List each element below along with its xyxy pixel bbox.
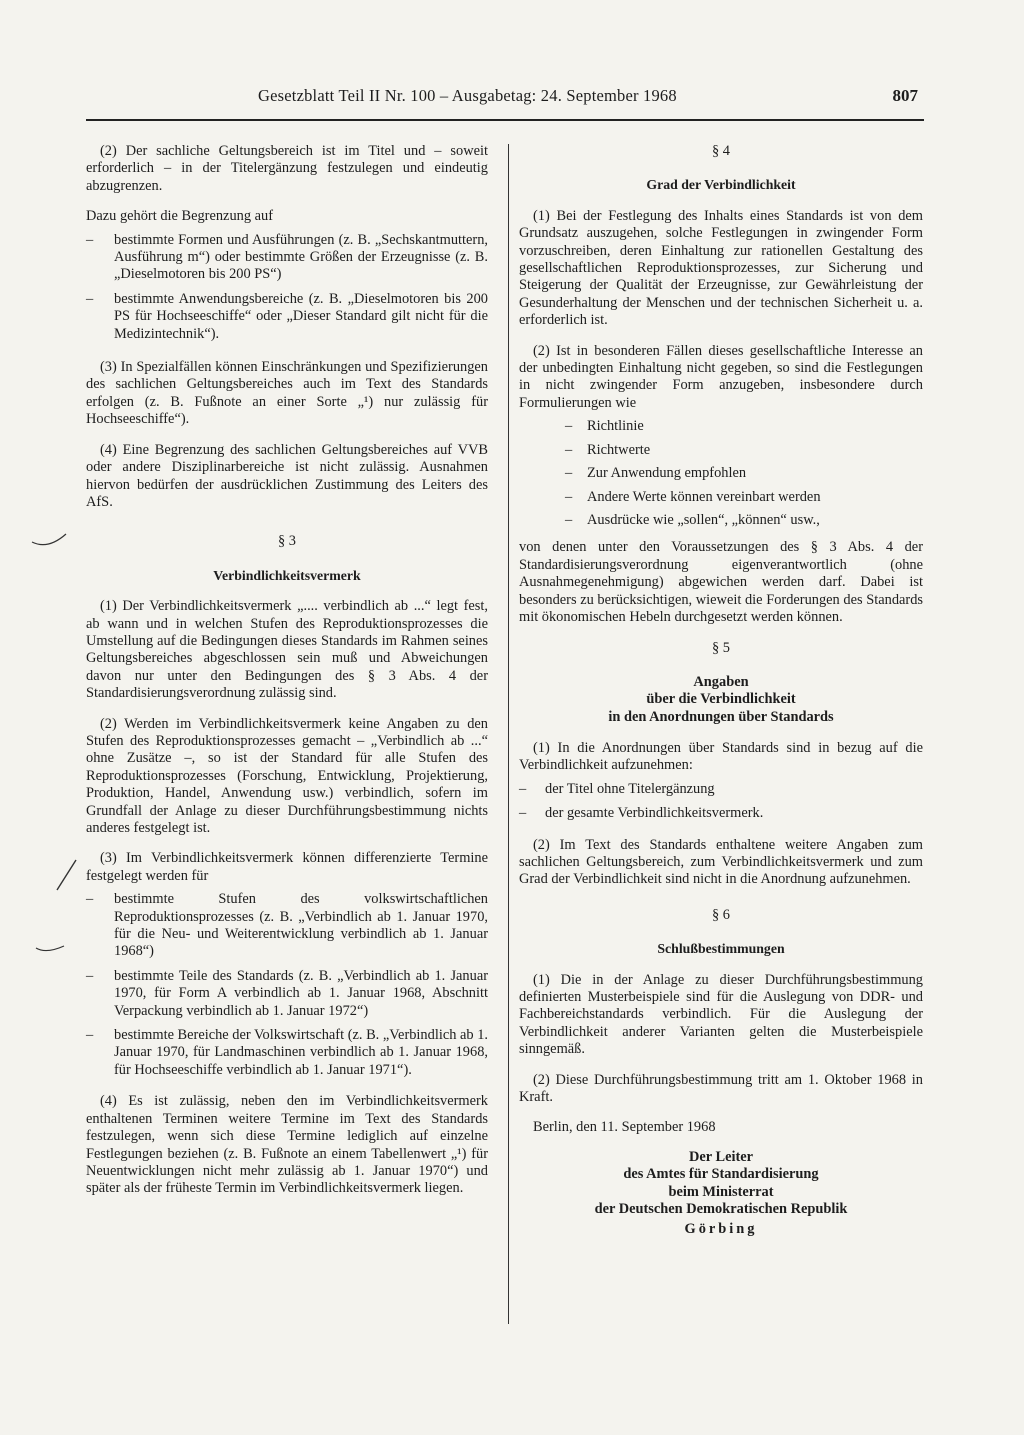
- paragraph-4: (4) Eine Begrenzung des sachlichen Geltungsbereiches auf VVB oder andere Disziplinarbereiche ist nicht zulässig. Ausnahmen hiervon bedürfen der ausdrücklichen Zustimmung des Leiters des AfS.: [86, 441, 488, 510]
- section-heading: über die Verbindlichkeit: [646, 691, 796, 708]
- list-item: – bestimmte Bereiche der Volkswirtschaft (z. B. „Verbindlich ab 1. Januar 1970, für Landmaschinen verbindlich ab 1. Januar 1968, für Hochseeschiffe verbindlich ab 1. Januar 1971“).: [86, 1027, 488, 1079]
- list-item: – bestimmte Teile des Standards (z. B. „Verbindlich ab 1. Januar 1970, für Form A verbindlich ab 1. Januar 1968, Abschnitt Verpackung verbindlich ab 1. Januar 1972“): [86, 968, 488, 1020]
- signer-name: Görbing: [684, 1220, 758, 1237]
- s5-paragraph-1: (1) In die Anordnungen über Standards sind in bezug auf die Verbindlichkeit aufzunehmen:: [519, 739, 923, 774]
- list-item: – der gesamte Verbindlichkeitsvermerk.: [519, 805, 923, 822]
- section-number: § 3: [278, 533, 296, 550]
- section-heading: Angaben: [693, 673, 749, 690]
- s6-paragraph-1: (1) Die in der Anlage zu dieser Durchführungsbestimmung definierten Musterbeispiele sind für die Auslegung von DDR- und Fachbereichstandards verbindlich. Für die Auslegung der Verbindlichkeit anderer Varianten gelten die Musterbeispiele sinngemäß.: [519, 971, 923, 1058]
- s3-paragraph-4: (4) Es ist zulässig, neben den im Verbindlichkeitsvermerk enthaltenen Terminen weitere Termine im Text des Standards festzulegen, wenn sich diese Termine lediglich auf einzelne Festlegungen beziehen (z. B. Fußnote an einem Tabellenwert „¹) für Neuentwicklungen nicht mehr zulässig ab 1. Januar 1970“) und später als der früheste Termin im Verbindlichkeitsvermerk liegen.: [86, 1093, 488, 1197]
- paragraph-dazu: Dazu gehört die Begrenzung auf: [86, 208, 274, 225]
- margin-slash-icon: [54, 858, 80, 894]
- list-item: – Richtwerte: [519, 442, 923, 459]
- header-rule: [86, 119, 924, 121]
- section-heading: in den Anordnungen über Standards: [608, 708, 834, 725]
- s3-paragraph-2: (2) Werden im Verbindlichkeitsvermerk keine Angaben zu den Stufen des Reproduktionsprozesses gemacht – „Verbindlich ab ...“ ohne Zusätze –, so ist der Standard für alle Stufen des Reproduktionsprozesses (Forschung, Entwicklung, Projektierung, Produktion, Handel, Anwendung usw.) verbindlich, sofern im Grundfall der Anlage zu dieser Durchführungsbestimmung nichts anderes festgelegt ist.: [86, 715, 488, 836]
- margin-mark-icon: [34, 938, 70, 958]
- signature-line: Der Leiter: [688, 1148, 754, 1165]
- section-number: § 5: [712, 640, 730, 657]
- section-number: § 6: [712, 906, 730, 923]
- section-number: § 4: [712, 143, 730, 159]
- section-heading: Grad der Verbindlichkeit: [646, 177, 796, 193]
- signature-line: der Deutschen Demokratischen Republik: [594, 1201, 848, 1218]
- column-divider: [508, 144, 509, 1324]
- list-item: – Zur Anwendung empfohlen: [519, 465, 923, 482]
- page-number: 807: [892, 86, 918, 105]
- s3-paragraph-3: (3) Im Verbindlichkeitsvermerk können differenzierte Termine festgelegt werden für: [86, 850, 488, 884]
- list-item: – bestimmte Anwendungsbereiche (z. B. „Dieselmotoren bis 200 PS für Hochseeschiffe“ oder „Dieser Standard gilt nicht für die Medizintechnik“).: [86, 291, 488, 343]
- s4-paragraph-3: von denen unter den Voraussetzungen des § 3 Abs. 4 der Standardisierungsverordnung eigenverantwortlich (ohne Ausnahmegenehmigung) abgewichen werden darf. Dabei ist besonders zu berücksichtigen, wieweit die Forderungen des Standards mit ökonomischen Hebeln durchgesetzt werden können.: [519, 539, 923, 625]
- list-item: – bestimmte Formen und Ausführungen (z. B. „Sechskantmuttern, Ausführung m“) oder bestimmte Größen der Erzeugnisse (z. B. „Dieselmotoren bis 200 PS“): [86, 232, 488, 284]
- place-date: Berlin, den 11. September 1968: [533, 1119, 716, 1136]
- s4-paragraph-1: (1) Bei der Festlegung des Inhalts eines Standards ist von dem Grundsatz auszugehen, solche Festlegungen in zwingender Form vorzuschreiben, deren Einhaltung zur rationellen Gestaltung des gesellschaftlichen Reproduktionsprozesses, zur Sicherung und Steigerung der Qualität der Erzeugnisse, zur Gewährleistung der Gesunderhaltung der Menschen und der technischen Sicherheit u. a. erforderlich ist.: [519, 207, 923, 329]
- s5-paragraph-2: (2) Im Text des Standards enthaltene weitere Angaben zum sachlichen Geltungsbereich, zum Verbindlichkeitsvermerk und zum Grad der Verbindlichkeit sind nicht in die Anordnung aufzunehmen.: [519, 836, 923, 888]
- s3-paragraph-1: (1) Der Verbindlichkeitsvermerk „.... verbindlich ab ...“ legt fest, ab wann und in welchen Stufen des Reproduktionsprozesses die Umstellung auf die Bedingungen dieses Standards im Rahmen seines Geltungsbereiches abgeschlossen sein muß und Abweichungen davon nur unter den Bedingungen des § 3 Abs. 4 der Standardisierungsverordnung zulässig sind.: [86, 598, 488, 702]
- header-title: Gesetzblatt Teil II Nr. 100 – Ausgabetag: 24. September 1968: [258, 86, 677, 105]
- list-item: – Richtlinie: [519, 418, 923, 435]
- page-header: [86, 86, 924, 110]
- signature-line: beim Ministerrat: [668, 1183, 774, 1200]
- list-item: – der Titel ohne Titelergänzung: [519, 781, 923, 798]
- left-column: [86, 143, 488, 1211]
- list-item: – bestimmte Stufen des volkswirtschaftlichen Reproduktionsprozesses (z. B. „Verbindlich ab 1. Januar 1970, für die Neu- und Weiterentwicklung verbindlich ab 1. Januar 1968“): [86, 891, 488, 961]
- signature-line: des Amtes für Standardisierung: [623, 1166, 819, 1183]
- right-column: [519, 143, 923, 1238]
- paragraph-2: (2) Der sachliche Geltungsbereich ist im Titel und – soweit erforderlich – in der Titelergänzung festzulegen und eindeutig abzugrenzen.: [86, 143, 488, 194]
- margin-mark-icon: [30, 530, 70, 550]
- paragraph-3: (3) In Spezialfällen können Einschränkungen und Spezifizierungen des sachlichen Geltungsbereiches auch im Text des Standards erfolgen (z. B. Fußnote an einer Sorte „¹) nur zulässig für Hochseeschiffe“).: [86, 359, 488, 428]
- section-heading: Verbindlichkeitsvermerk: [213, 567, 361, 583]
- list-item: – Ausdrücke wie „sollen“, „können“ usw.,: [519, 512, 923, 529]
- s4-paragraph-2: (2) Ist in besonderen Fällen dieses gesellschaftliche Interesse an der unbedingten Einhaltung nicht gegeben, so sind die Festlegungen in nicht zwingender Form anzugeben, insbesondere durch Formulierungen wie: [519, 342, 923, 411]
- section-heading: Schlußbestimmungen: [657, 941, 785, 957]
- s6-paragraph-2: (2) Diese Durchführungsbestimmung tritt am 1. Oktober 1968 in Kraft.: [519, 1071, 923, 1106]
- list-item: – Andere Werte können vereinbart werden: [519, 489, 923, 506]
